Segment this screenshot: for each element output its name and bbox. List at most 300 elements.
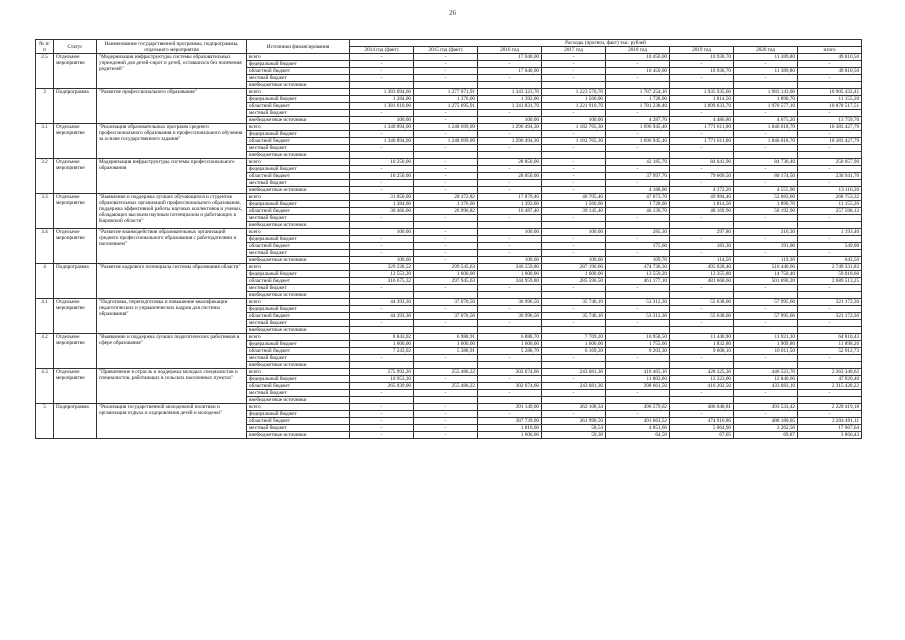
amount-cell (670, 222, 734, 229)
amount-cell: 285 596,50 (542, 278, 606, 285)
funding-source: местный бюджет (247, 145, 350, 152)
amount-cell: 1 755,60 (606, 341, 670, 348)
amount-cell: - (542, 285, 606, 292)
amount-cell: - (478, 250, 542, 257)
amount-cell: 44 393,30 (350, 299, 414, 306)
amount-cell: - (670, 285, 734, 292)
amount-cell: 1 340 894,00 (350, 138, 414, 145)
row-status: Отдельное мероприятие (54, 194, 97, 229)
amount-cell: 13 355,80 (670, 271, 734, 278)
amount-cell: 10 383 427,79 (798, 138, 862, 145)
amount-cell: 11 898,20 (798, 341, 862, 348)
funding-source: внебюджетные источники (247, 292, 350, 299)
amount-cell: 5 388,91 (414, 348, 478, 355)
amount-cell: 10 930,70 (670, 54, 734, 61)
amount-cell: 302 674,60 (478, 369, 542, 376)
amount-cell: 1 846 018,70 (734, 124, 798, 131)
funding-source: внебюджетные источники (247, 222, 350, 229)
amount-cell: 55 638,00 (670, 313, 734, 320)
amount-cell: 11 803,60 (606, 376, 670, 383)
amount-cell: - (670, 145, 734, 152)
amount-cell (798, 82, 862, 89)
amount-cell: 1 832,80 (670, 341, 734, 348)
amount-cell: 10 383 427,79 (798, 124, 862, 131)
amount-cell: 35 746,10 (542, 313, 606, 320)
amount-cell: - (414, 159, 478, 166)
amount-cell: 17 040,00 (478, 68, 542, 75)
row-number: 3 (36, 89, 54, 124)
budget-body (36, 54, 862, 439)
amount-cell: - (414, 355, 478, 362)
amount-cell: 36 996,50 (478, 313, 542, 320)
amount-cell: 275 992,20 (350, 369, 414, 376)
amount-cell: - (414, 131, 478, 138)
amount-cell: - (670, 390, 734, 397)
amount-cell: - (606, 75, 670, 82)
amount-cell: - (798, 110, 862, 117)
funding-source: областной бюджет (247, 313, 350, 320)
amount-cell: - (414, 404, 478, 411)
amount-cell: - (606, 390, 670, 397)
amount-cell (478, 362, 542, 369)
amount-cell: 7 769,20 (542, 334, 606, 341)
amount-cell: 1 275 695,91 (414, 103, 478, 110)
amount-cell: - (798, 320, 862, 327)
amount-cell: - (606, 250, 670, 257)
amount-cell: 1 340 894,00 (350, 124, 414, 131)
amount-cell: - (670, 75, 734, 82)
amount-cell: - (350, 250, 414, 257)
amount-cell: - (478, 411, 542, 418)
amount-cell: 4 675,20 (734, 117, 798, 124)
amount-cell: 1 284,00 (350, 96, 414, 103)
amount-cell: 10 930,70 (670, 68, 734, 75)
table-row (36, 404, 862, 411)
amount-cell (734, 292, 798, 299)
amount-cell: - (670, 180, 734, 187)
amount-cell: 1 600,00 (414, 341, 478, 348)
amount-cell: 297 945,63 (414, 278, 478, 285)
amount-cell: 47 873,70 (606, 194, 670, 201)
amount-cell (542, 222, 606, 229)
row-status: Отдельное мероприятие (54, 334, 97, 369)
amount-cell: 549,90 (798, 243, 862, 250)
row-status: Подпрограмма (54, 89, 97, 124)
amount-cell: - (606, 166, 670, 173)
row-status: Отдельное мероприятие (54, 54, 97, 89)
amount-cell: - (478, 75, 542, 82)
amount-cell: - (542, 68, 606, 75)
row-number: 4.1 (36, 299, 54, 334)
table-row (36, 194, 862, 201)
amount-cell: 12 553,20 (350, 271, 414, 278)
amount-cell: - (542, 159, 606, 166)
amount-cell: - (734, 250, 798, 257)
header-year: 2020 год (734, 47, 798, 54)
amount-cell: 64 810,43 (798, 334, 862, 341)
amount-cell: - (798, 411, 862, 418)
amount-cell: - (414, 173, 478, 180)
amount-cell: 3 860,43 (798, 432, 862, 439)
funding-source: федеральный бюджет (247, 61, 350, 68)
amount-cell (606, 82, 670, 89)
amount-cell: - (414, 54, 478, 61)
page-number: 26 (449, 9, 456, 17)
amount-cell: 100,00 (542, 117, 606, 124)
amount-cell: - (414, 229, 478, 236)
amount-cell (670, 82, 734, 89)
amount-cell: 69,87 (734, 432, 798, 439)
amount-cell: - (414, 306, 478, 313)
amount-cell: - (350, 68, 414, 75)
amount-cell (414, 152, 478, 159)
amount-cell: 285,30 (606, 229, 670, 236)
amount-cell: 299 545,63 (414, 264, 478, 271)
amount-cell: 46 139,70 (606, 208, 670, 215)
row-status: Подпрограмма (54, 264, 97, 299)
amount-cell: 321 172,30 (798, 313, 862, 320)
amount-cell (798, 397, 862, 404)
amount-cell: 2 363 348,62 (798, 369, 862, 376)
amount-cell: 410 465,10 (606, 369, 670, 376)
amount-cell: 109,70 (606, 257, 670, 264)
amount-cell: 310,30 (734, 229, 798, 236)
amount-cell: - (670, 411, 734, 418)
amount-cell: 1 935 935,00 (670, 89, 734, 96)
funding-source: федеральный бюджет (247, 271, 350, 278)
amount-cell: 64,50 (606, 432, 670, 439)
amount-cell: 10 905 432,41 (798, 89, 862, 96)
amount-cell (478, 82, 542, 89)
amount-cell: 1 976 577,10 (734, 103, 798, 110)
amount-cell: 387 739,00 (478, 418, 542, 425)
amount-cell: 26 996,82 (414, 208, 478, 215)
table-row (36, 369, 862, 376)
header-year: 2017 год (542, 47, 606, 54)
amount-cell: 13 759,70 (798, 117, 862, 124)
amount-cell (734, 152, 798, 159)
amount-cell: - (734, 215, 798, 222)
amount-cell: - (478, 131, 542, 138)
budget-table (35, 39, 862, 439)
row-number: 4 (36, 264, 54, 299)
amount-cell (670, 397, 734, 404)
row-status: Отдельное мероприятие (54, 159, 97, 194)
amount-cell: - (542, 187, 606, 194)
amount-cell: 10 450,00 (606, 68, 670, 75)
amount-cell: 1 600,00 (542, 341, 606, 348)
amount-cell: 14 750,40 (734, 271, 798, 278)
amount-cell: 4 372,20 (670, 187, 734, 194)
row-name: "Модернизация инфраструктуры системы образовательных учреждений для детей-сирот и детей, оставшихся без попечения родителей" (97, 54, 247, 89)
amount-cell: - (478, 215, 542, 222)
amount-cell: 52 083,60 (734, 194, 798, 201)
amount-cell: - (734, 75, 798, 82)
amount-cell: 1 296 494,30 (478, 124, 542, 131)
amount-cell: 5 288,70 (478, 348, 542, 355)
amount-cell (798, 362, 862, 369)
amount-cell: 1 193,40 (798, 229, 862, 236)
funding-source: всего (247, 404, 350, 411)
amount-cell (478, 397, 542, 404)
funding-source: областной бюджет (247, 103, 350, 110)
row-name: "Развитие кадрового потенциала системы образования области" (97, 264, 247, 299)
amount-cell: 1 376,00 (414, 201, 478, 208)
amount-cell (798, 152, 862, 159)
amount-cell: - (478, 180, 542, 187)
funding-source: местный бюджет (247, 110, 350, 117)
amount-cell: 17 040,00 (478, 54, 542, 61)
header-year: итого (798, 47, 862, 54)
funding-source: местный бюджет (247, 250, 350, 257)
amount-cell (734, 327, 798, 334)
amount-cell (606, 292, 670, 299)
row-number: 3.1 (36, 124, 54, 159)
amount-cell: - (670, 306, 734, 313)
amount-cell: 1 787 254,10 (606, 89, 670, 96)
amount-cell (478, 152, 542, 159)
amount-cell (350, 292, 414, 299)
amount-cell: - (414, 285, 478, 292)
funding-source: федеральный бюджет (247, 131, 350, 138)
amount-cell (478, 327, 542, 334)
amount-cell: 10 878 517,51 (798, 103, 862, 110)
amount-cell (542, 152, 606, 159)
amount-cell: 1 376,00 (414, 96, 478, 103)
amount-cell: - (414, 411, 478, 418)
amount-cell: 30 466,00 (350, 208, 414, 215)
amount-cell: - (542, 75, 606, 82)
amount-cell: 4 555,90 (734, 187, 798, 194)
amount-cell: - (542, 411, 606, 418)
amount-cell: - (414, 68, 478, 75)
amount-cell: - (542, 173, 606, 180)
row-status: Отдельное мероприятие (54, 229, 97, 264)
amount-cell (350, 152, 414, 159)
amount-cell: 1 814,50 (670, 96, 734, 103)
amount-cell: 250 057,90 (798, 159, 862, 166)
amount-cell: 10 250,00 (350, 173, 414, 180)
amount-cell: 13 559,20 (606, 271, 670, 278)
amount-cell: - (734, 411, 798, 418)
amount-cell: - (350, 215, 414, 222)
row-number: 4.2 (36, 334, 54, 369)
row-number: 3.3 (36, 194, 54, 229)
amount-cell: - (414, 236, 478, 243)
header-expenses: Расходы (прогноз, факт) тыс. рублей (350, 40, 862, 47)
amount-cell: - (734, 390, 798, 397)
amount-cell (606, 397, 670, 404)
funding-source: федеральный бюджет (247, 96, 350, 103)
amount-cell: 491 663,52 (606, 418, 670, 425)
amount-cell: 100,00 (350, 117, 414, 124)
funding-source: внебюджетные источники (247, 117, 350, 124)
amount-cell: 2 689 513,25 (798, 278, 862, 285)
amount-cell: - (606, 215, 670, 222)
amount-cell (414, 222, 478, 229)
amount-cell (798, 292, 862, 299)
amount-cell: - (414, 243, 478, 250)
funding-source: областной бюджет (247, 208, 350, 215)
amount-cell: - (606, 285, 670, 292)
amount-cell: 49 810,50 (798, 54, 862, 61)
amount-cell: 2 204 491,11 (798, 418, 862, 425)
amount-cell: - (606, 61, 670, 68)
amount-cell: - (798, 61, 862, 68)
amount-cell: - (734, 236, 798, 243)
amount-cell: - (734, 285, 798, 292)
amount-cell: 2 749 331,83 (798, 264, 862, 271)
amount-cell: 516 440,60 (734, 264, 798, 271)
amount-cell: 1 899 633,70 (670, 103, 734, 110)
amount-cell: 1 182 765,30 (542, 124, 606, 131)
amount-cell: 100,00 (478, 117, 542, 124)
amount-cell: - (414, 320, 478, 327)
amount-cell: - (606, 180, 670, 187)
amount-cell: 1 341 831,70 (478, 103, 542, 110)
amount-cell: 416 202,50 (670, 383, 734, 390)
funding-source: внебюджетные источники (247, 152, 350, 159)
table-row (36, 159, 862, 166)
funding-source: внебюджетные источники (247, 327, 350, 334)
amount-cell: - (798, 131, 862, 138)
amount-cell (670, 327, 734, 334)
amount-cell: 1 983 143,00 (734, 89, 798, 96)
amount-cell: - (350, 54, 414, 61)
amount-cell: 1 600,00 (478, 432, 542, 439)
amount-cell: - (542, 166, 606, 173)
funding-source: областной бюджет (247, 348, 350, 355)
amount-cell: 57 995,60 (734, 313, 798, 320)
amount-cell: - (414, 166, 478, 173)
amount-cell (414, 327, 478, 334)
row-name: "Выявление и поддержка лучших обучающихся и студентов образовательных организаций профессионального образования, поддержка эффективной работы научных коллективов и ученых, обладающих высоким научным потенциалом и работающих в Кировской области" (97, 194, 247, 229)
amount-cell: - (606, 236, 670, 243)
amount-cell: 4 188,00 (606, 187, 670, 194)
amount-cell: 1 182 765,30 (542, 138, 606, 145)
amount-cell: 1 890,70 (734, 201, 798, 208)
amount-cell: 100,00 (478, 257, 542, 264)
amount-cell: - (542, 61, 606, 68)
amount-cell: - (414, 75, 478, 82)
amount-cell: - (414, 418, 478, 425)
amount-cell: 255 486,22 (414, 369, 478, 376)
amount-cell: 42 185,70 (606, 159, 670, 166)
row-name: "Привлечение в отрасль и поддержка молодых специалистов и специалистов, работающих в сельских населенных пунктах" (97, 369, 247, 404)
row-number: 2.5 (36, 54, 54, 89)
funding-source: федеральный бюджет (247, 411, 350, 418)
amount-cell: - (350, 145, 414, 152)
amount-cell: 446 523,70 (734, 369, 798, 376)
amount-cell: 48 169,90 (670, 208, 734, 215)
amount-cell (478, 292, 542, 299)
amount-cell: 37 070,50 (414, 313, 478, 320)
amount-cell: - (670, 131, 734, 138)
amount-cell: - (350, 110, 414, 117)
funding-source: всего (247, 89, 350, 96)
amount-cell: 361 990,50 (542, 418, 606, 425)
amount-cell: - (414, 110, 478, 117)
amount-cell: - (606, 131, 670, 138)
amount-cell: 52 912,73 (798, 348, 862, 355)
amount-cell: 53 312,30 (606, 313, 670, 320)
amount-cell: - (478, 187, 542, 194)
amount-cell: 17 067,64 (798, 425, 862, 432)
amount-cell: - (414, 257, 478, 264)
amount-cell: 5 064,90 (670, 425, 734, 432)
amount-cell: 9 608,10 (670, 348, 734, 355)
amount-cell (670, 362, 734, 369)
amount-cell (414, 397, 478, 404)
header-source: Источники финансирования (247, 40, 350, 54)
amount-cell: - (350, 61, 414, 68)
amount-cell: 495 028,40 (670, 264, 734, 271)
amount-cell: - (542, 54, 606, 61)
amount-cell: 8 843,02 (350, 334, 414, 341)
amount-cell (670, 152, 734, 159)
funding-source: внебюджетные источники (247, 397, 350, 404)
amount-cell: - (734, 306, 798, 313)
row-number: 4.3 (36, 369, 54, 404)
funding-source: всего (247, 54, 350, 61)
amount-cell: 47 920,40 (798, 376, 862, 383)
amount-cell: 10 958,50 (606, 334, 670, 341)
funding-source: областной бюджет (247, 138, 350, 145)
amount-cell: 6 988,91 (414, 334, 478, 341)
amount-cell: 28 850,00 (478, 159, 542, 166)
amount-cell: 9 203,30 (606, 348, 670, 355)
table-row (36, 299, 862, 306)
amount-cell: 287 196,60 (542, 264, 606, 271)
amount-cell: 2 229 419,18 (798, 404, 862, 411)
row-status: Отдельное мероприятие (54, 124, 97, 159)
amount-cell: - (350, 432, 414, 439)
amount-cell: - (798, 180, 862, 187)
amount-cell (606, 327, 670, 334)
amount-cell: - (542, 236, 606, 243)
amount-cell: 35 746,10 (542, 299, 606, 306)
amount-cell: 1 381 610,00 (350, 103, 414, 110)
amount-cell: - (414, 215, 478, 222)
funding-source: федеральный бюджет (247, 306, 350, 313)
amount-cell: - (542, 131, 606, 138)
amount-cell: - (350, 236, 414, 243)
amount-cell: 1 560,00 (542, 96, 606, 103)
amount-cell: 12 323,00 (670, 376, 734, 383)
amount-cell: - (350, 411, 414, 418)
amount-cell: 1 343 323,70 (478, 89, 542, 96)
amount-cell: 1 696 945,40 (606, 124, 670, 131)
amount-cell: 84 730,40 (734, 159, 798, 166)
funding-source: федеральный бюджет (247, 376, 350, 383)
amount-cell: 255 486,22 (414, 383, 478, 390)
amount-cell: 488 180,05 (734, 418, 798, 425)
funding-source: внебюджетные источники (247, 257, 350, 264)
amount-cell: 1 600,00 (542, 271, 606, 278)
amount-cell: - (414, 250, 478, 257)
amount-cell: 44 393,30 (350, 313, 414, 320)
amount-cell: - (670, 320, 734, 327)
amount-cell: 100,00 (350, 257, 414, 264)
amount-cell: - (734, 61, 798, 68)
amount-cell: 344 959,80 (478, 278, 542, 285)
amount-cell: - (350, 418, 414, 425)
amount-cell: - (350, 306, 414, 313)
amount-cell: 243 681,30 (542, 383, 606, 390)
amount-cell: - (478, 243, 542, 250)
amount-cell: 6 888,70 (478, 334, 542, 341)
amount-cell: 481 668,60 (670, 278, 734, 285)
